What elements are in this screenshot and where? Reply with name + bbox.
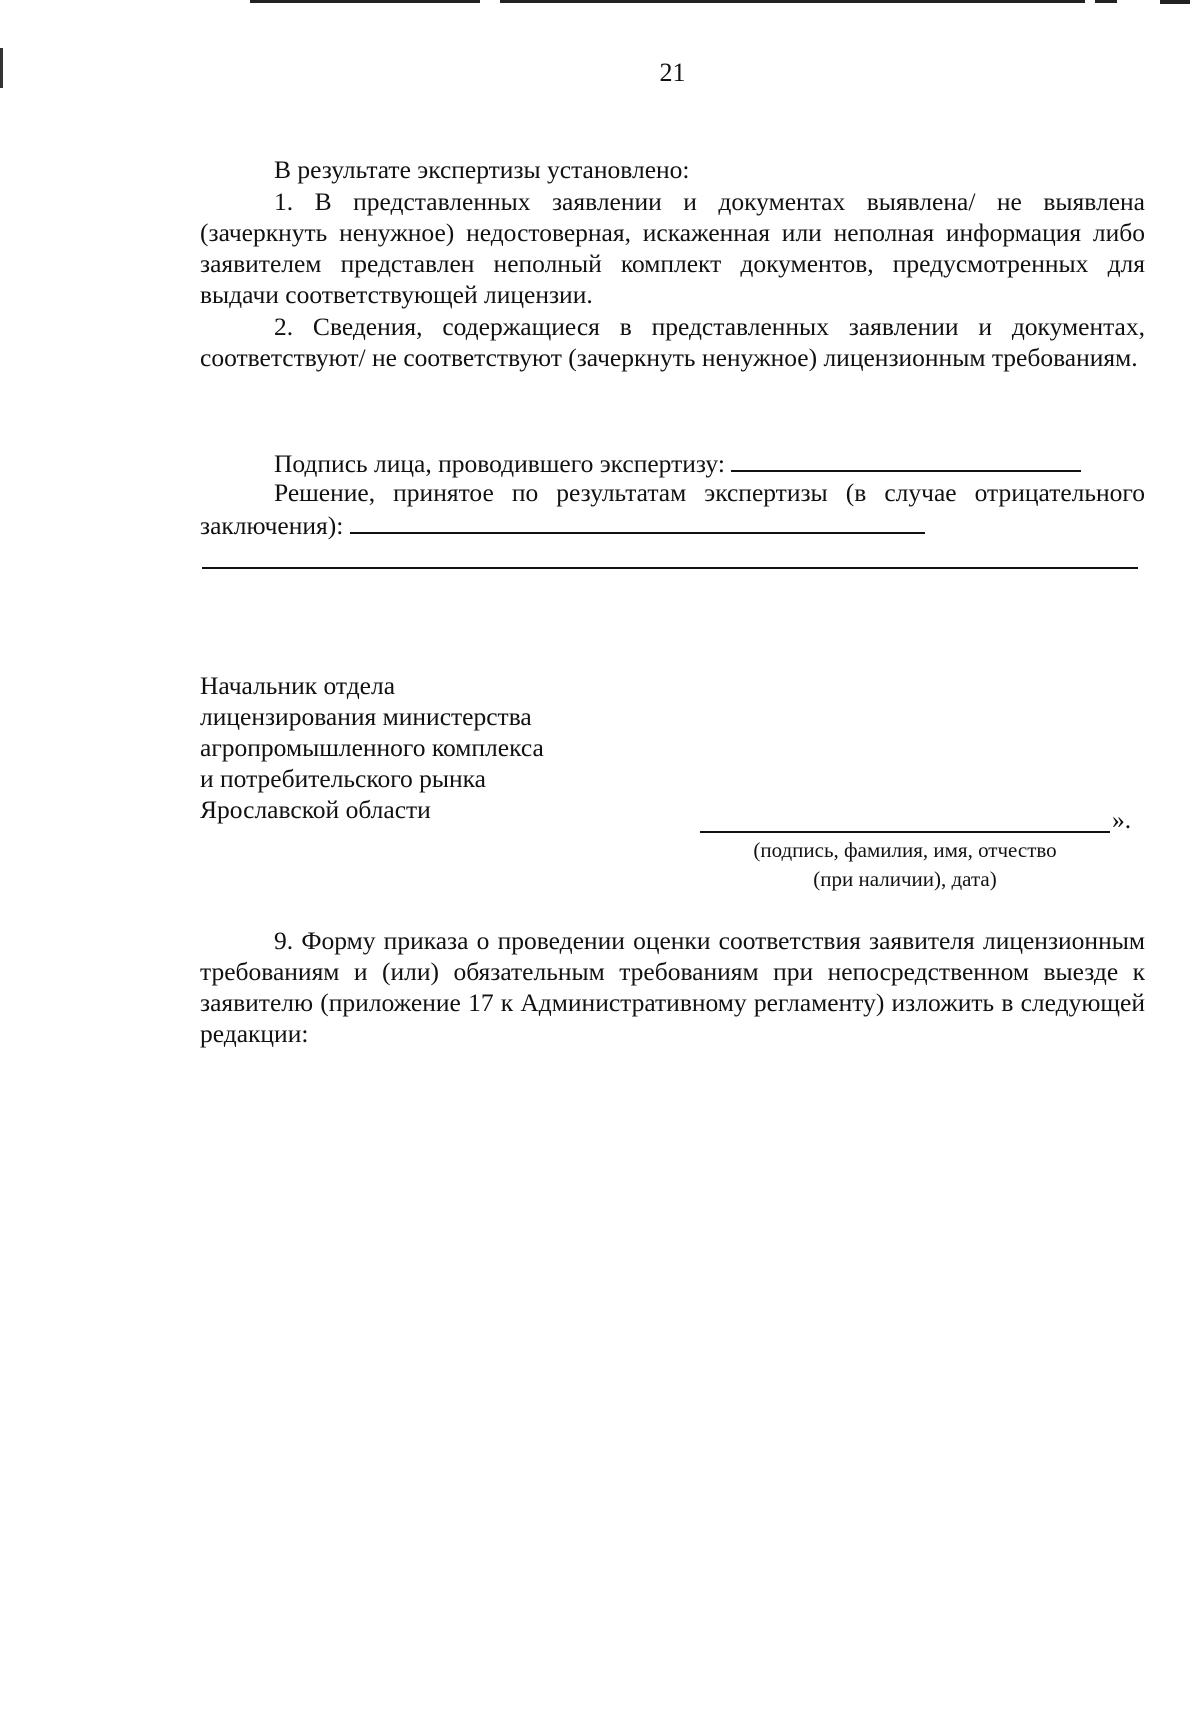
signature-caption-line: (при наличии), дата) bbox=[813, 867, 997, 891]
signature-caption bbox=[700, 836, 1110, 894]
official-title-line: Начальник отдела bbox=[200, 671, 396, 700]
official-title-line: агропромышленного комплекса bbox=[200, 733, 544, 762]
page-number: 21 bbox=[659, 58, 686, 87]
closing-quote-mark: ». bbox=[1112, 805, 1132, 834]
expertise-item-1: 1. В представленных заявлении и документах выявлена/ не выявлена (зачеркнуть ненужное) недостоверная, искаженная или неполная информация либо заявителем представлен неполный комплект документов, предусмотренных для выдачи соответствующей лицензии. bbox=[200, 187, 1145, 309]
expertise-intro: В результате экспертизы установлено: bbox=[274, 155, 690, 184]
expert-signature-label: Подпись лица, проводившего экспертизу: bbox=[274, 449, 725, 478]
expert-signature-row bbox=[200, 446, 1145, 479]
expertise-item-2: 2. Сведения, содержащиеся в представленных заявлении и документах, соответствуют/ не соответствуют (зачеркнуть ненужное) лицензионным требованиям. bbox=[200, 312, 1145, 372]
decision-blank-line-2 bbox=[202, 567, 1138, 569]
scan-artifact-top-line bbox=[1160, 0, 1190, 4]
scan-artifact-top-line bbox=[1095, 0, 1117, 3]
decision-blank bbox=[350, 508, 925, 534]
official-title-line: и потребительского рынка bbox=[200, 764, 487, 793]
decision-row bbox=[200, 477, 1145, 541]
official-title-line: лицензирования министерства bbox=[200, 702, 532, 731]
official-title bbox=[200, 670, 544, 825]
expert-signature-blank bbox=[731, 446, 1081, 472]
decision-label: Решение, принятое по результатам экспертизы (в случае отрицательного заключения): bbox=[200, 478, 1145, 540]
signature-caption-line: (подпись, фамилия, имя, отчество bbox=[753, 838, 1057, 862]
scan-artifact-top-line bbox=[250, 0, 480, 3]
section-9-text: 9. Форму приказа о проведении оценки соответствия заявителя лицензионным требованиям и (или) обязательным требованиям при непосредственном выезде к заявителю (приложение 17 к Административному регламенту) изложить в следующей редакции: bbox=[200, 926, 1145, 1048]
scan-artifact-top-line bbox=[500, 0, 1085, 3]
official-signature-line bbox=[700, 831, 1110, 833]
official-title-line: Ярославской области bbox=[200, 795, 431, 824]
